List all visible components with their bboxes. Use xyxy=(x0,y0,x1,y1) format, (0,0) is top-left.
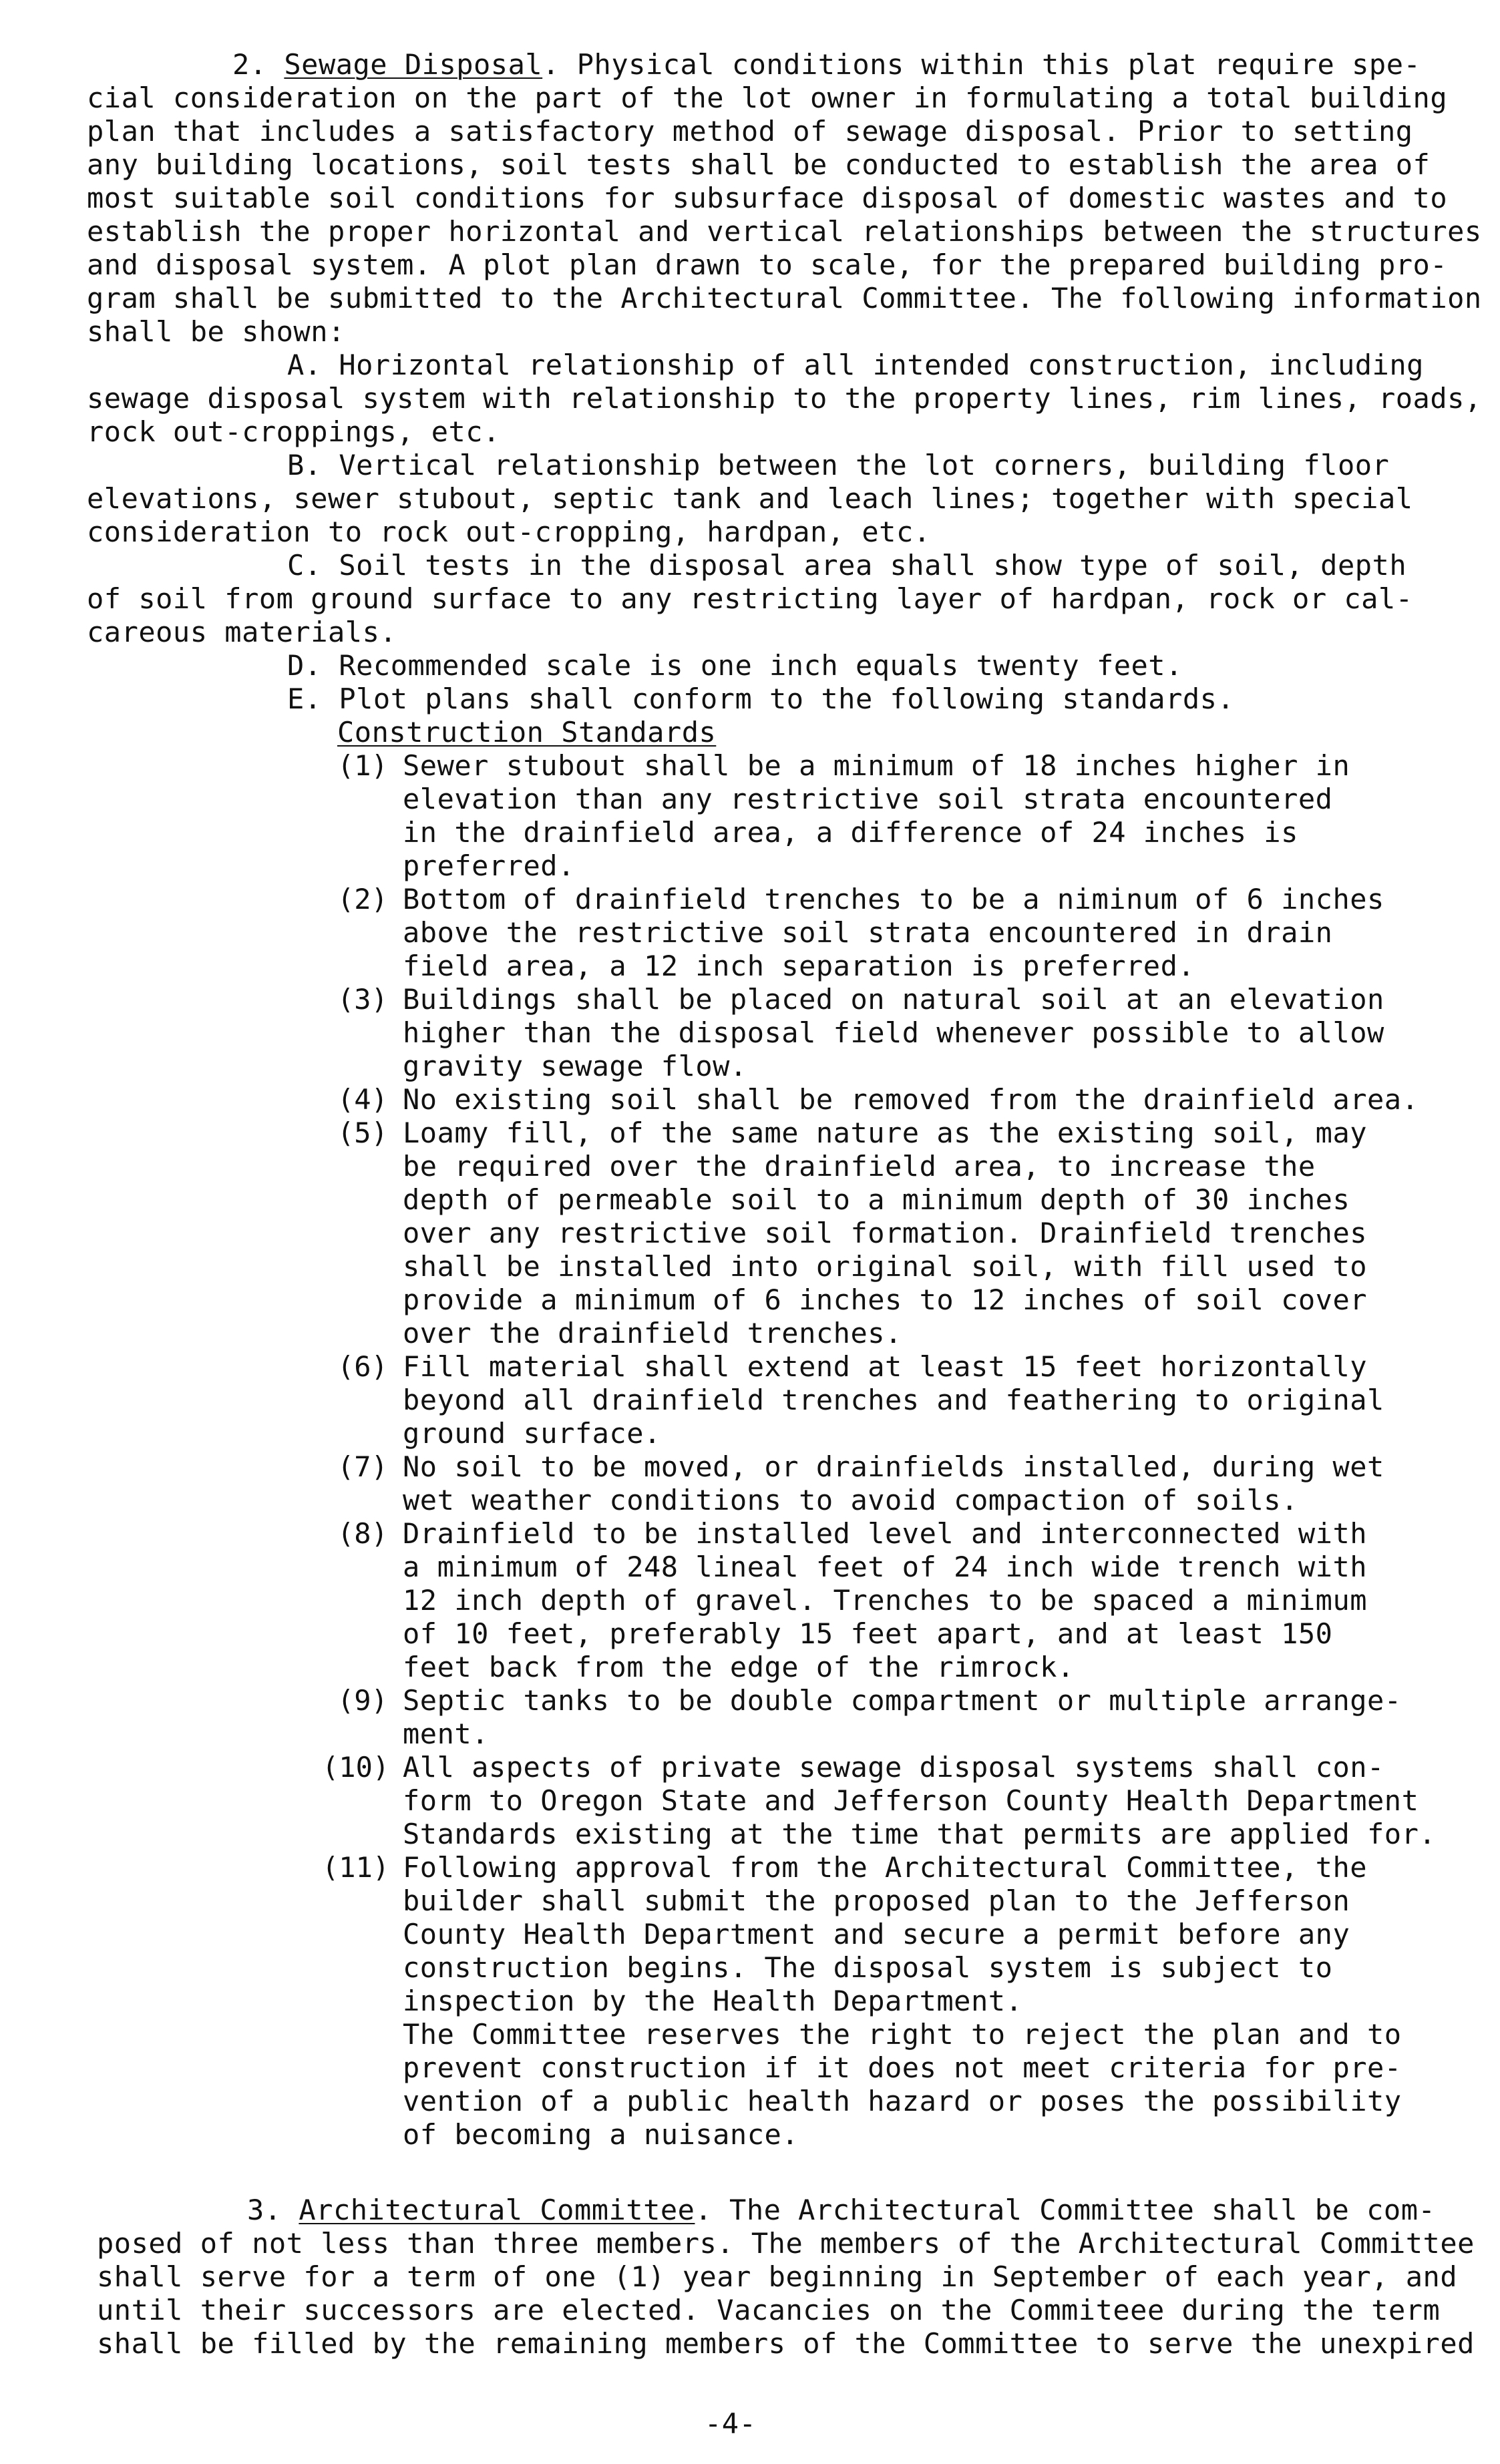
standard-text-line: depth of permeable soil to a minimum depth of 30 inches xyxy=(403,1183,1350,1216)
section-2-intro-line: plan that includes a satisfactory method of sewage disposal. Prior to setting xyxy=(87,115,1413,148)
section-2-intro-line: any building locations, soil tests shall be conducted to establish the area of xyxy=(87,148,1431,181)
standard-text-line: gravity sewage flow. xyxy=(403,1050,747,1082)
standard-text-line: 12 inch depth of gravel. Trenches to be spaced a minimum xyxy=(403,1584,1368,1617)
section-2-first-line xyxy=(232,48,1421,81)
section-2-intro-line: establish the proper horizontal and vertical relationships between the structures xyxy=(87,215,1482,248)
section-3-line: shall serve for a term of one (1) year beginning in September of each year, and xyxy=(97,2260,1458,2293)
standard-text-line: of 10 feet, preferably 15 feet apart, and at least 150 xyxy=(403,1617,1333,1650)
item-e: E. Plot plans shall conform to the following standards. xyxy=(287,682,1235,715)
item-b-line: elevations, sewer stubout, septic tank and leach lines; together with special xyxy=(87,482,1413,515)
standard-text-line: Bottom of drainfield trenches to be a niminum of 6 inches xyxy=(403,883,1384,915)
standard-text-line: feet back from the edge of the rimrock. xyxy=(403,1651,1075,1683)
standard-text-line: shall be installed into original soil, with fill used to xyxy=(403,1250,1368,1283)
section-3-heading: Architectural Committee xyxy=(299,2194,695,2226)
item-c-line: careous materials. xyxy=(87,616,397,648)
standard-text-line: Drainfield to be installed level and interconnected with xyxy=(403,1517,1368,1550)
standard-text-line: No existing soil shall be removed from the drainfield area. xyxy=(403,1083,1419,1116)
standard-text-line: over the drainfield trenches. xyxy=(403,1317,902,1350)
standard-text-line: a minimum of 248 lineal feet of 24 inch wide trench with xyxy=(403,1551,1368,1583)
standard-number: (7) xyxy=(337,1450,388,1483)
section-2-number: 2. xyxy=(232,48,267,81)
standard-text-line: inspection by the Health Department. xyxy=(403,1985,1023,2017)
standard-number: (4) xyxy=(337,1083,388,1116)
item-b-line: consideration to rock out-cropping, hardpan, etc. xyxy=(87,516,931,548)
standard-number: (6) xyxy=(337,1350,388,1383)
standard-text-line: construction begins. The disposal system is subject to xyxy=(403,1951,1333,1984)
standard-number: (1) xyxy=(337,749,388,782)
section-3-line: shall be filled by the remaining members of the Committee to serve the unexpired xyxy=(97,2327,1475,2360)
item-a-line: A. Horizontal relationship of all intended construction, including xyxy=(287,349,1424,381)
section-2-intro-line: gram shall be submitted to the Architectural Committee. The following information xyxy=(87,282,1482,315)
section-3-line-0: . The Architectural Committee shall be com- xyxy=(695,2194,1436,2226)
standard-text-line: above the restrictive soil strata encountered in drain xyxy=(403,916,1333,949)
standard-text-line: of becoming a nuisance. xyxy=(403,2118,799,2151)
standard-text-line: builder shall submit the proposed plan to the Jefferson xyxy=(403,1884,1350,1917)
standard-text-line: higher than the disposal field whenever possible to allow xyxy=(403,1016,1384,1049)
standard-number: (5) xyxy=(337,1116,388,1149)
standard-text-line: All aspects of private sewage disposal systems shall con- xyxy=(403,1751,1384,1784)
standard-text-line: field area, a 12 inch separation is preferred. xyxy=(403,950,1195,982)
standard-text-line: form to Oregon State and Jefferson County Health Department xyxy=(403,1784,1419,1817)
standard-number: (10) xyxy=(322,1751,390,1784)
standard-text-line: No soil to be moved, or drainfields installed, during wet xyxy=(403,1450,1384,1483)
standard-text-line: preferred. xyxy=(403,849,575,882)
section-3-line: until their successors are elected. Vacancies on the Commiteee during the term xyxy=(97,2294,1441,2326)
section-2-intro-line: and disposal system. A plot plan drawn to scale, for the prepared building pro- xyxy=(87,248,1448,281)
standard-text-line: elevation than any restrictive soil strata encountered xyxy=(403,783,1333,815)
section-2-intro-line-0: . Physical conditions within this plat require spe- xyxy=(542,48,1421,81)
item-a-line: sewage disposal system with relationship to the property lines, rim lines, roads, xyxy=(87,382,1482,415)
section-2-intro-line: cial consideration on the part of the lot owner in formulating a total building xyxy=(87,81,1448,114)
standard-text-line: provide a minimum of 6 inches to 12 inches of soil cover xyxy=(403,1283,1368,1316)
construction-standards-heading: Construction Standards xyxy=(337,716,717,749)
standard-number: (9) xyxy=(337,1684,388,1717)
standard-text-line: Loamy fill, of the same nature as the existing soil, may xyxy=(403,1116,1368,1149)
standard-number: (11) xyxy=(322,1851,390,1884)
item-c-line: of soil from ground surface to any restricting layer of hardpan, rock or cal- xyxy=(87,582,1413,615)
standard-text-line: The Committee reserves the right to reject the plan and to xyxy=(403,2018,1402,2051)
standard-text-line: Sewer stubout shall be a minimum of 18 inches higher in xyxy=(403,749,1350,782)
page-number: -4- xyxy=(705,2407,757,2440)
standard-text-line: over any restrictive soil formation. Drainfield trenches xyxy=(403,1217,1368,1249)
section-3-first-line xyxy=(247,2194,1435,2227)
standard-text-line: prevent construction if it does not meet criteria for pre- xyxy=(403,2051,1402,2084)
standard-number: (8) xyxy=(337,1517,388,1550)
standard-number: (3) xyxy=(337,983,388,1016)
standard-text-line: beyond all drainfield trenches and feathering to original xyxy=(403,1384,1384,1416)
standard-text-line: Following approval from the Architectural Committee, the xyxy=(403,1851,1368,1884)
standard-text-line: Standards existing at the time that permits are applied for. xyxy=(403,1818,1437,1850)
section-2-heading: Sewage Disposal xyxy=(284,48,543,81)
standard-text-line: wet weather conditions to avoid compaction of soils. xyxy=(403,1484,1298,1516)
standard-text-line: in the drainfield area, a difference of 24 inches is xyxy=(403,816,1298,849)
standard-text-line: ground surface. xyxy=(403,1417,661,1450)
section-3-number: 3. xyxy=(247,2194,282,2226)
section-2-intro-line: most suitable soil conditions for subsurface disposal of domestic wastes and to xyxy=(87,182,1448,214)
standard-text-line: vention of a public health hazard or poses the possibility xyxy=(403,2085,1402,2117)
standard-text-line: County Health Department and secure a permit before any xyxy=(403,1918,1350,1950)
standard-text-line: Septic tanks to be double compartment or multiple arrange- xyxy=(403,1684,1402,1717)
standard-text-line: ment. xyxy=(403,1717,489,1750)
item-d: D. Recommended scale is one inch equals twenty feet. xyxy=(287,649,1183,682)
standard-text-line: Fill material shall extend at least 15 feet horizontally xyxy=(403,1350,1368,1383)
standard-text-line: be required over the drainfield area, to increase the xyxy=(403,1150,1316,1183)
standard-text-line: Buildings shall be placed on natural soil at an elevation xyxy=(403,983,1384,1016)
item-a-line: rock out-croppings, etc. xyxy=(87,415,500,448)
section-2-intro-line: shall be shown: xyxy=(87,315,345,348)
item-b-line: B. Vertical relationship between the lot corners, building floor xyxy=(287,449,1390,481)
item-c-line: C. Soil tests in the disposal area shall show type of soil, depth xyxy=(287,549,1407,582)
standard-number: (2) xyxy=(337,883,388,915)
section-3-line: posed of not less than three members. The members of the Architectural Committee xyxy=(97,2227,1475,2260)
